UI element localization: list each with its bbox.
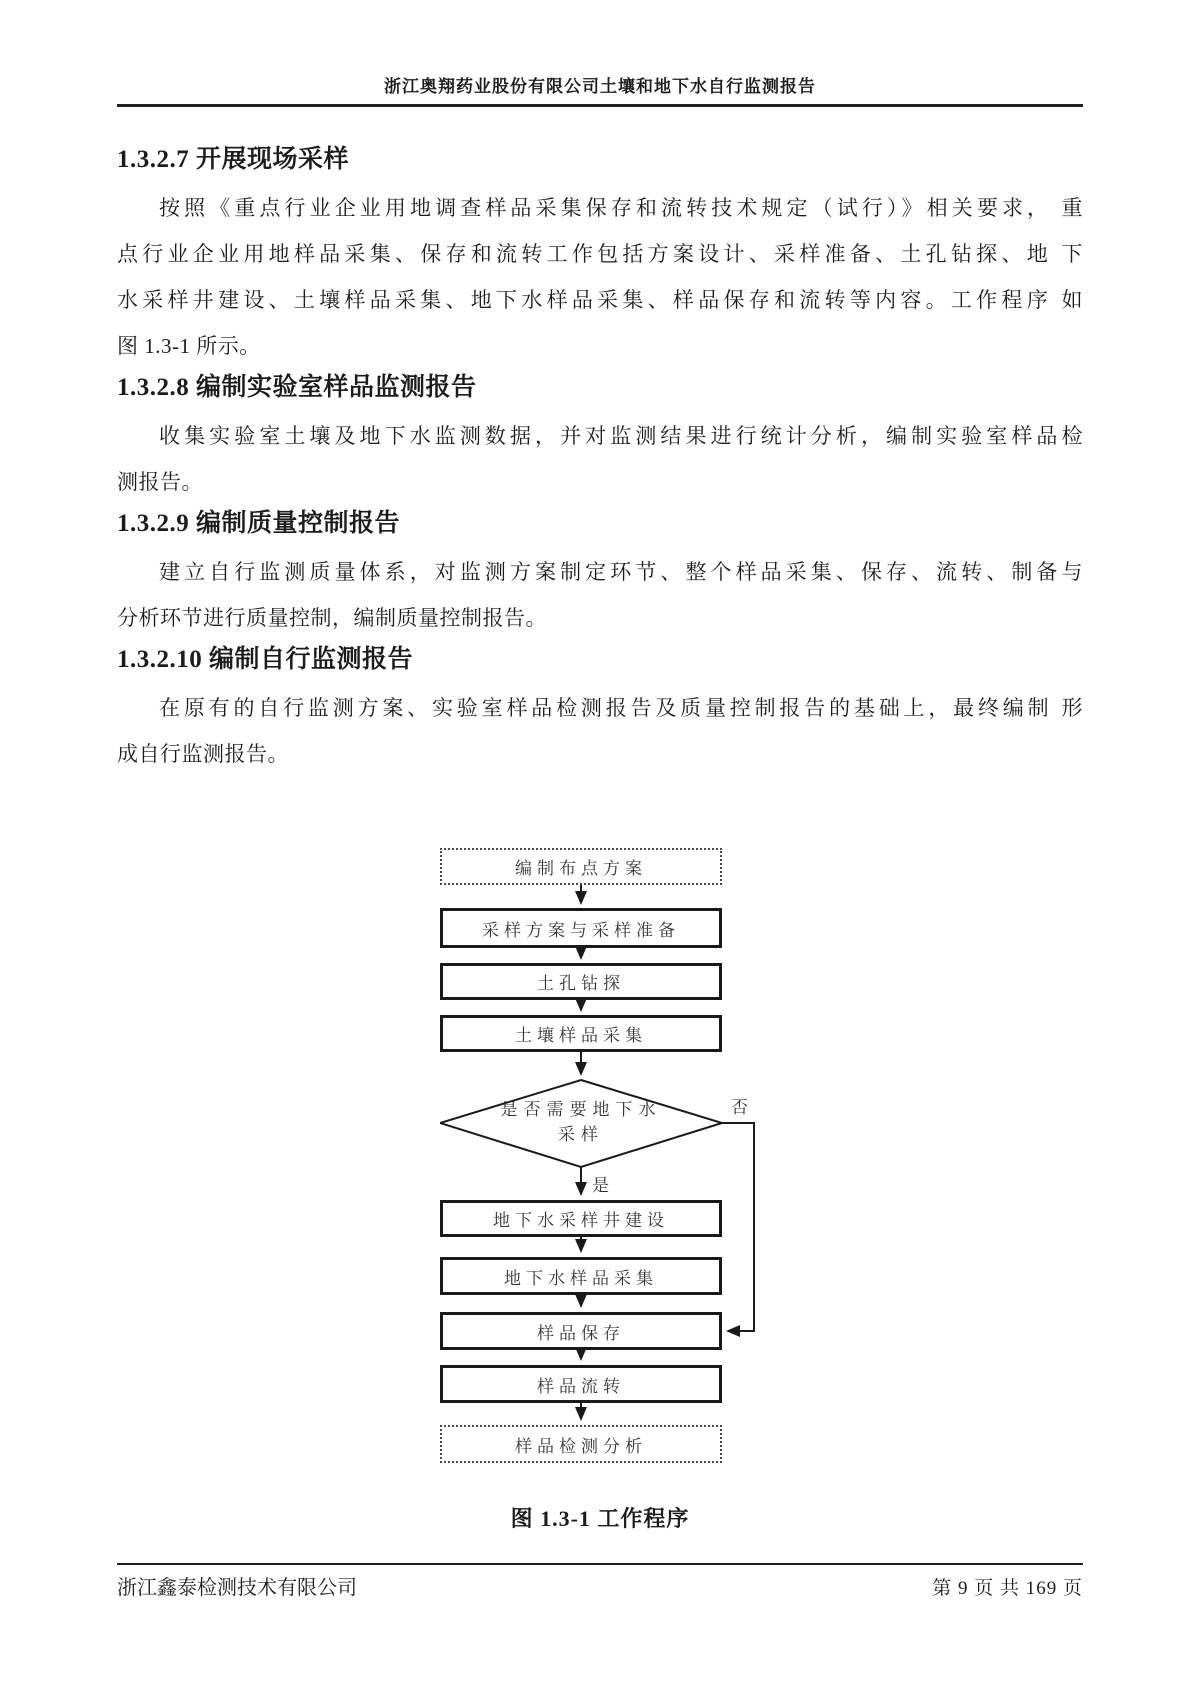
paragraph-line: 收集实验室土壤及地下水监测数据，并对监测结果进行统计分析，编制实验室样品检 (159, 424, 1083, 448)
flow-node-sampling-plan: 采样方案与采样准备 (440, 908, 722, 948)
decision-text-line1: 是否需要地下水 (500, 1100, 662, 1119)
paragraph-self-monitoring-report (117, 685, 1083, 777)
footer-page-number: 第 9 页 共 169 页 (932, 1578, 1083, 1599)
paragraph-qc-report (117, 549, 1083, 641)
flow-node-sample-analysis: 样品检测分析 (440, 1425, 722, 1463)
header-title: 浙江奥翔药业股份有限公司土壤和地下水自行监测报告 (384, 77, 816, 96)
paragraph-line: 在原有的自行监测方案、实验室样品检测报告及质量控制报告的基础上，最终编制 形 (159, 696, 1083, 720)
paragraph-sampling (117, 185, 1083, 369)
flow-node-gw-sampling: 地下水样品采集 (440, 1257, 722, 1295)
paragraph-line: 测报告。 (117, 470, 203, 494)
section-heading-1-3-2-8: 1.3.2.8 编制实验室样品监测报告 (117, 374, 477, 401)
flow-decision-groundwater (480, 1097, 682, 1147)
flow-node-sample-transfer: 样品流转 (440, 1365, 722, 1403)
section-heading-1-3-2-9: 1.3.2.9 编制质量控制报告 (117, 510, 401, 537)
page-footer (117, 1563, 1083, 1600)
paragraph-line: 按照《重点行业企业用地调查样品采集保存和流转技术规定（试行）》相关要求， 重 (159, 196, 1083, 220)
section-heading-1-3-2-10: 1.3.2.10 编制自行监测报告 (117, 646, 414, 673)
flow-node-layout-plan: 编制布点方案 (440, 848, 722, 885)
flow-node-well-construction: 地下水采样井建设 (440, 1200, 722, 1237)
paragraph-line: 图 1.3-1 所示。 (117, 334, 261, 358)
paragraph-lab-report (117, 413, 1083, 505)
decision-yes-label: 是 (592, 1176, 609, 1195)
page-header (117, 0, 1083, 107)
flow-node-soil-sampling: 土壤样品采集 (440, 1015, 722, 1052)
section-heading-1-3-2-7: 1.3.2.7 开展现场采样 (117, 146, 350, 173)
flow-node-sample-storage: 样品保存 (440, 1312, 722, 1350)
decision-text-line2: 采样 (558, 1125, 604, 1144)
work-procedure-flowchart (440, 845, 762, 1470)
no-branch-connector (722, 1123, 754, 1331)
decision-no-label: 否 (731, 1098, 748, 1117)
paragraph-line: 成自行监测报告。 (117, 742, 289, 766)
flow-node-soil-drilling: 土孔钻探 (440, 963, 722, 1000)
paragraph-line: 分析环节进行质量控制，编制质量控制报告。 (117, 606, 547, 630)
figure-caption: 图 1.3-1 工作程序 (510, 1506, 690, 1531)
paragraph-line: 水采样井建设、土壤样品采集、地下水样品采集、样品保存和流转等内容。工作程序 如 (117, 288, 1083, 312)
paragraph-line: 点行业企业用地样品采集、保存和流转工作包括方案设计、采样准备、土孔钻探、地 下 (117, 242, 1083, 266)
footer-company-name: 浙江鑫泰检测技术有限公司 (117, 1577, 357, 1599)
paragraph-line: 建立自行监测质量体系，对监测方案制定环节、整个样品采集、保存、流转、制备与 (159, 560, 1083, 584)
